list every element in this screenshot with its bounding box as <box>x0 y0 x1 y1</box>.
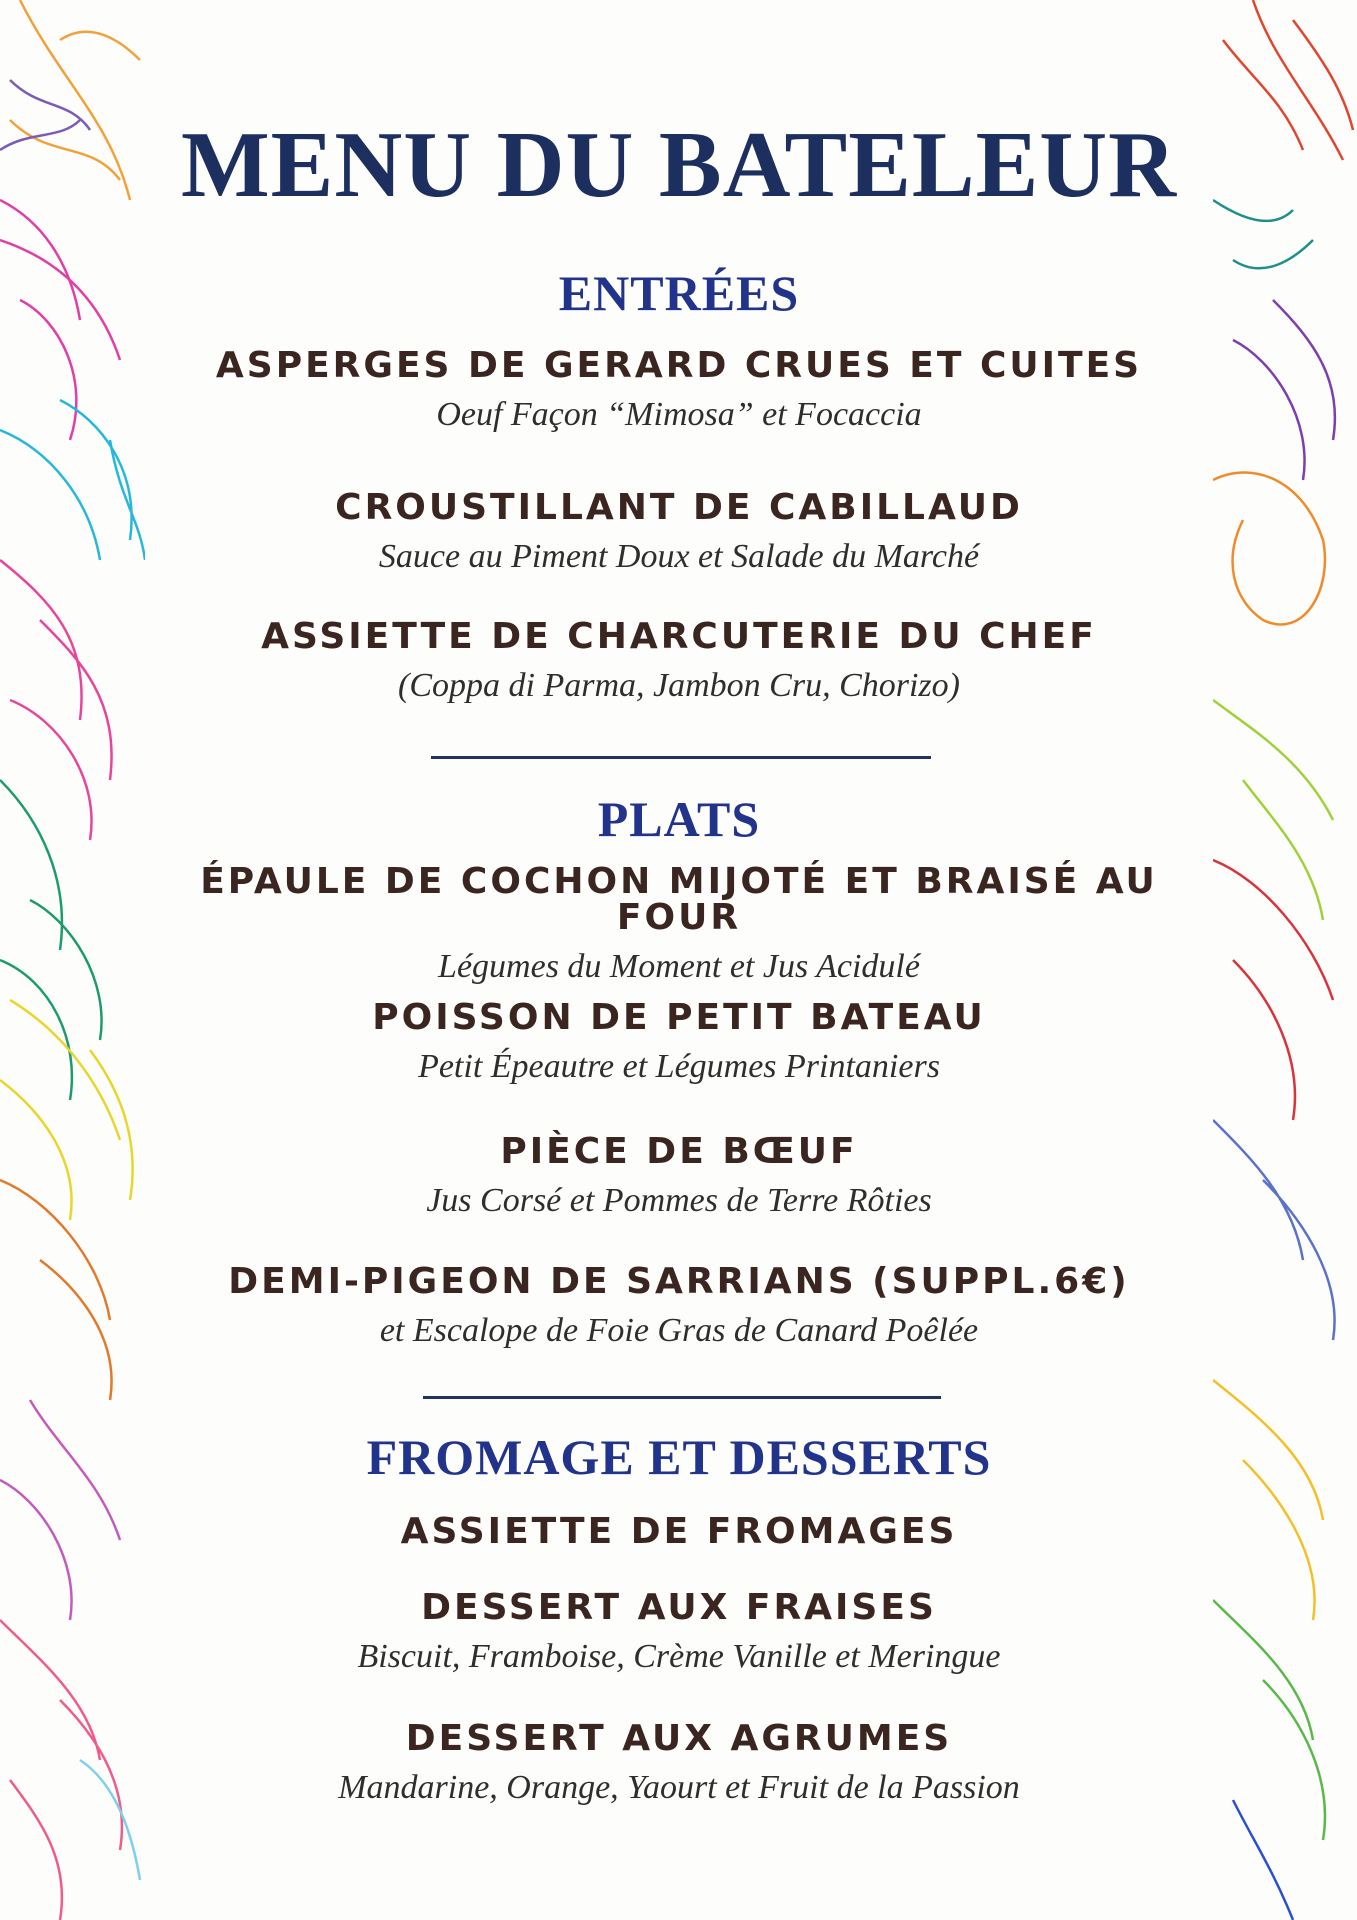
dish-description: Petit Épeautre et Légumes Printaniers <box>418 1048 940 1085</box>
menu-title: MENU DU BATELEUR <box>180 113 1178 217</box>
dish-dessert-1 <box>145 1511 1213 1552</box>
dish-description: (Coppa di Parma, Jambon Cru, Chorizo) <box>398 667 960 704</box>
dish-description: et Escalope de Foie Gras de Canard Poêlée <box>379 1312 979 1349</box>
dish-name: ASPERGES DE GERARD CRUES ET CUITES <box>215 345 1143 386</box>
menu-content <box>145 0 1213 1920</box>
dish-plat-4 <box>145 1261 1213 1349</box>
dish-plat-1 <box>145 861 1213 985</box>
dish-name: CROUSTILLANT DE CABILLAUD <box>335 487 1023 528</box>
dish-name: DESSERT AUX FRAISES <box>421 1587 937 1628</box>
dish-name: DEMI-PIGEON DE SARRIANS (SUPPL.6€) <box>228 1261 1130 1302</box>
section-heading-entrees: ENTRÉES <box>558 265 800 321</box>
section-heading-desserts: FROMAGE ET DESSERTS <box>366 1429 992 1485</box>
dish-name: ÉPAULE DE COCHON MIJOTÉ ET BRAISÉ AU FOUR <box>200 861 1158 938</box>
dish-name: ASSIETTE DE CHARCUTERIE DU CHEF <box>261 616 1097 657</box>
section-divider <box>431 756 931 759</box>
dish-dessert-2 <box>145 1587 1213 1675</box>
dish-description: Oeuf Façon “Mimosa” et Focaccia <box>436 396 922 433</box>
dish-description: Biscuit, Framboise, Crème Vanille et Meringue <box>357 1638 1001 1675</box>
dish-entree-3 <box>145 616 1213 704</box>
dish-plat-3 <box>145 1131 1213 1219</box>
dish-name: DESSERT AUX AGRUMES <box>405 1718 953 1759</box>
dish-entree-1 <box>145 345 1213 433</box>
floral-decoration-left <box>0 0 145 1920</box>
dish-description: Jus Corsé et Pommes de Terre Rôties <box>426 1182 932 1219</box>
dish-name: ASSIETTE DE FROMAGES <box>400 1511 958 1552</box>
floral-decoration-right <box>1213 0 1357 1920</box>
section-divider <box>423 1396 941 1399</box>
dish-plat-2 <box>145 997 1213 1085</box>
dish-description: Mandarine, Orange, Yaourt et Fruit de la Passion <box>338 1769 1020 1806</box>
dish-dessert-3 <box>145 1718 1213 1806</box>
dish-description: Légumes du Moment et Jus Acidulé <box>438 948 920 985</box>
dish-name: POISSON DE PETIT BATEAU <box>372 997 986 1038</box>
section-heading-plats: PLATS <box>597 791 761 847</box>
dish-name: PIÈCE DE BŒUF <box>500 1131 858 1172</box>
dish-entree-2 <box>145 487 1213 575</box>
dish-description: Sauce au Piment Doux et Salade du Marché <box>378 538 980 575</box>
